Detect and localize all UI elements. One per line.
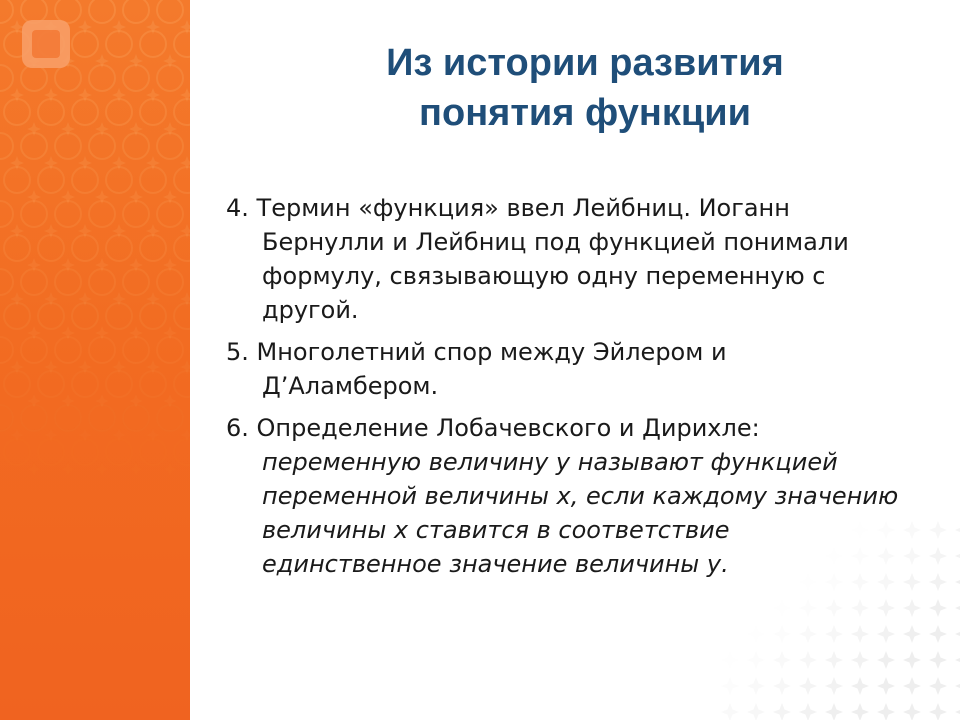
- corner-star: [903, 677, 921, 695]
- list-item-5: 5. Многолетний спор между Эйлером и Д’Аламбером.: [226, 338, 727, 400]
- corner-star: [747, 651, 765, 669]
- corner-star: [773, 703, 791, 720]
- corner-star: [825, 651, 843, 669]
- list-item-4: 4. Термин «функция» ввел Лейбниц. Иоганн Бернулли и Лейбниц под функцией понимали формулу, связывающую одну переменную с другой.: [226, 194, 849, 324]
- content-list: [226, 191, 906, 589]
- corner-star: [773, 599, 791, 617]
- corner-star: [799, 625, 817, 643]
- corner-star: [955, 651, 960, 669]
- corner-star: [773, 651, 791, 669]
- corner-star: [903, 599, 921, 617]
- corner-star: [877, 703, 895, 720]
- decorative-orange-band: [0, 0, 190, 720]
- slide-title: [300, 38, 870, 138]
- corner-star: [851, 625, 869, 643]
- corner-star: [903, 651, 921, 669]
- corner-star: [955, 677, 960, 695]
- corner-star: [825, 703, 843, 720]
- square-logo-inner: [32, 30, 60, 58]
- corner-star: [903, 625, 921, 643]
- corner-star: [955, 573, 960, 591]
- corner-star: [851, 677, 869, 695]
- corner-star: [747, 703, 765, 720]
- corner-star: [877, 599, 895, 617]
- function-definition: переменную величину у называют функцией переменной величины х, если каждому значению величины х ставится в соответствие единственное значение величины у.: [262, 448, 899, 578]
- list-item-6-lead: 6. Определение Лобачевского и Дирихле:: [226, 414, 760, 442]
- corner-star: [929, 547, 947, 565]
- corner-star: [825, 625, 843, 643]
- corner-star: [851, 651, 869, 669]
- corner-star: [929, 677, 947, 695]
- corner-star: [877, 625, 895, 643]
- corner-star: [799, 599, 817, 617]
- corner-star: [877, 677, 895, 695]
- corner-star: [929, 573, 947, 591]
- corner-star: [929, 521, 947, 539]
- list-item-6: [226, 411, 906, 581]
- corner-star: [955, 703, 960, 720]
- corner-star: [929, 703, 947, 720]
- corner-star: [955, 521, 960, 539]
- orange-pattern-graphic: [0, 0, 190, 720]
- corner-star: [877, 651, 895, 669]
- corner-star: [929, 599, 947, 617]
- corner-star: [747, 625, 765, 643]
- corner-star: [721, 677, 739, 695]
- title-line-1: Из истории развития: [386, 42, 784, 84]
- title-line-2: понятия функции: [419, 92, 751, 134]
- corner-star: [747, 677, 765, 695]
- corner-star: [799, 651, 817, 669]
- corner-star: [955, 547, 960, 565]
- corner-star: [799, 703, 817, 720]
- corner-star: [799, 677, 817, 695]
- corner-star: [929, 625, 947, 643]
- corner-star: [721, 703, 739, 720]
- corner-star: [721, 651, 739, 669]
- corner-star: [851, 599, 869, 617]
- corner-star: [955, 599, 960, 617]
- corner-star: [903, 703, 921, 720]
- corner-star: [825, 599, 843, 617]
- corner-star: [955, 625, 960, 643]
- corner-star: [825, 677, 843, 695]
- corner-star: [851, 703, 869, 720]
- corner-star: [773, 677, 791, 695]
- corner-star: [929, 651, 947, 669]
- corner-star: [773, 625, 791, 643]
